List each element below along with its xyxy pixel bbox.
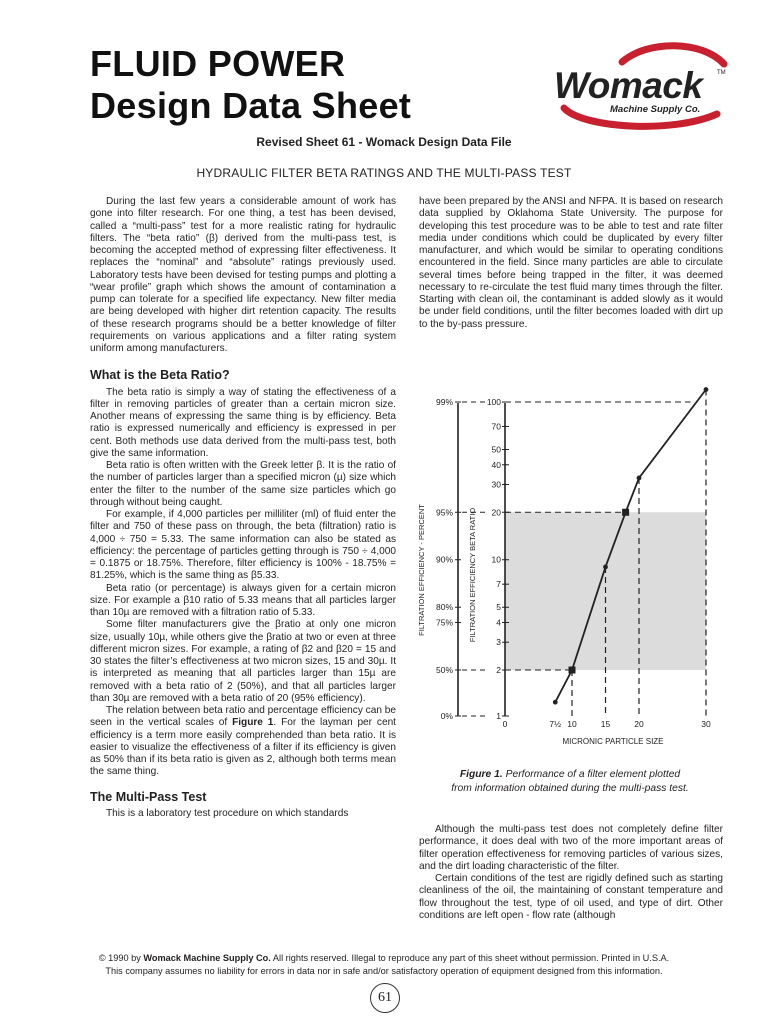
heading-beta-ratio: What is the Beta Ratio? bbox=[90, 368, 230, 383]
beta-tick-label: 3 bbox=[496, 637, 501, 648]
percent-tick-label: 75% bbox=[435, 617, 453, 628]
x-tick-label: 7½ bbox=[549, 719, 562, 729]
beta-tick-label: 50 bbox=[491, 444, 501, 455]
sheet-subtitle: Revised Sheet 61 - Womack Design Data File bbox=[256, 135, 512, 149]
text-span: Performance of a filter element plotted bbox=[502, 769, 681, 780]
beta-tick-label: 100 bbox=[486, 397, 501, 407]
paragraph: Beta ratio (or percentage) is always given for a certain micron size. For example a β10 ratio of 5.33 means that all particles larger than 10µ are removed with a filtration ratio of 5.33. bbox=[90, 582, 396, 618]
footer bbox=[0, 952, 768, 977]
disclaimer-line: This company assumes no liability for errors in data nor in safe and/or satisfactory operation of equipment designed from this information. bbox=[105, 965, 663, 976]
text-span: The relation between beta ratio and percentage efficiency can be seen in the vertical scales of bbox=[90, 705, 396, 729]
data-point bbox=[553, 700, 558, 705]
beta-tick-label: 5 bbox=[496, 602, 501, 613]
paragraph: For example, if 4,000 particles per milliliter (ml) of fluid enter the filter and 750 of these pass on through, the beta (filtration) ratio is 4,000 ÷ 750 = 5.33. The same information can also be stated as efficiency: the percentage of particles getting through is 750 ÷ 4,000 = 0.1875 or 18.75%. Therefore, filter efficiency is 100% - 18.75% = 81.25%, which is the same thing as β5.33. bbox=[90, 509, 396, 582]
paragraph: Certain conditions of the test are rigidly defined such as starting cleanliness of the oil, the maintaining of constant temperature and flow throughout the test, type of oil used, and type of dirt. Other conditions are left open - flow rate (although bbox=[419, 873, 723, 921]
company-name: Womack Machine Supply Co. bbox=[143, 953, 271, 963]
beta-tick-label: 1 bbox=[496, 711, 501, 721]
page-number: 61 bbox=[370, 983, 400, 1013]
figure-caption bbox=[420, 768, 720, 796]
beta-tick-label: 7 bbox=[496, 579, 501, 590]
figure-reference: Figure 1 bbox=[232, 717, 274, 729]
beta-tick-label: 4 bbox=[496, 617, 501, 628]
caption-line-2: from information obtained during the multi-pass test. bbox=[451, 783, 689, 794]
paragraph-figure-reference bbox=[90, 705, 396, 779]
percent-tick-label: 0% bbox=[440, 711, 453, 721]
sheet-title-line2: Design Data Sheet bbox=[90, 85, 412, 126]
beta-tick-label: 10 bbox=[491, 554, 501, 565]
beta-tick-label: 2 bbox=[496, 665, 501, 675]
text-span: . For the layman per cent efficiency is a term more easily comprehended than beta ratio. It is easier to visualize the effectiveness of a filter if its efficiency is given as 50% than if its beta ratio is given as 2, although both terms mean the same thing. bbox=[90, 717, 396, 778]
paragraph: have been prepared by the ANSI and NFPA. It is based on research data supplied by Oklahoma State University. The purpose for developing this test procedure was to be able to test and rate filter media under conditions which could be duplicated by every filter manufacturer, and which would be similar to operating conditions encountered in the field. Since many particles are able to circulate several times before being trapped in the filter, it was deemed necessary to re-circulate the test fluid many times through the filter. Starting with clean oil, the contaminant is added slowly as it would be under field conditions, until the filter becomes loaded with dirt up to the by-pass pressure. bbox=[419, 196, 723, 330]
percent-tick-label: 99% bbox=[435, 397, 453, 407]
x-tick-label: 30 bbox=[701, 719, 711, 729]
data-point bbox=[637, 476, 642, 481]
paragraph: Some filter manufacturers give the βratio at only one micron size, usually 10µ, while others give the βratio at two or even at three different micron sizes. For example, a rating of β2 and β20 = 15 and 30 states the filter’s effectiveness at two micron sizes, 15 and 30µ. It is interpreted as meaning that all particles larger than 15µ are removed with a beta ratio of 2 (50%), and that all particles larger than 30µ are removed with a beta ratio of 20 (95% efficiency). bbox=[90, 619, 396, 704]
beta-tick-label: 70 bbox=[491, 421, 501, 432]
right-column-top bbox=[419, 196, 723, 331]
caption-line-1 bbox=[420, 768, 720, 782]
x-tick-label: 0 bbox=[502, 719, 508, 729]
x-tick-label: 15 bbox=[600, 719, 611, 729]
paragraph: Although the multi-pass test does not completely define filter performance, it does deal with two of the more important areas of filter operation effectiveness for removing particles of various sizes, and the dirt loading characteristic of the filter. bbox=[419, 824, 723, 872]
sheet-title-line1: FLUID POWER bbox=[90, 43, 346, 84]
beta-tick-label: 20 bbox=[491, 507, 501, 518]
y-axis-label-beta: FILTRATION EFFICIENCY BETA RATIO bbox=[468, 507, 477, 643]
data-point bbox=[704, 387, 709, 392]
x-axis-label: MICRONIC PARTICLE SIZE bbox=[562, 737, 664, 746]
x-tick-label: 20 bbox=[634, 719, 644, 729]
percent-tick-label: 95% bbox=[435, 507, 453, 518]
beta-tick-label: 30 bbox=[491, 479, 501, 490]
left-column bbox=[90, 196, 396, 820]
paragraph: This is a laboratory test procedure on which standards bbox=[106, 807, 349, 819]
y-axis-label-percent: FILTRATION EFFICIENCY - PERCENT bbox=[417, 504, 426, 636]
paragraph: The beta ratio is simply a way of stating the effectiveness of a filter in removing particles of greater than a certain micron size. Another means of expressing the same thing is by efficiency. Beta ratio is expressed numerically and efficiency is expressed in per cent. Both methods use data derived from the multi-pass test, both give the same information. bbox=[90, 386, 396, 459]
intro-paragraph: During the last few years a considerable amount of work has gone into filter research. For one thing, a test has been devised, called a “multi-pass” test for a more realistic rating for hydraulic filters. The “beta ratio” (β) derived from the multi-pass test, is becoming the accepted method of expressing filter effectiveness. It replaces the “nominal” and “absolute” ratings previously used. Laboratory tests have been devised for testing pumps and plotting a “wear profile” graph which shows the amount of contamination a pump can tolerate for a specified life expectancy. New filter media are being developed with higher dirt retention capacity. The results of these research programs should be a better knowledge of filter requirements on various applications and a filter rating system uniform among manufacturers. bbox=[90, 196, 396, 354]
percent-tick-label: 90% bbox=[435, 554, 453, 565]
logo-wordmark: Womack bbox=[554, 65, 703, 106]
highlighted-data-point bbox=[622, 509, 629, 516]
beta-tick-label: 40 bbox=[491, 459, 501, 470]
logo-swoosh bbox=[622, 46, 724, 64]
copyright-line bbox=[0, 952, 768, 965]
logo-tagline: Machine Supply Co. bbox=[610, 104, 701, 115]
data-point bbox=[603, 565, 608, 570]
paragraph: Beta ratio is often written with the Greek letter β. It is the ratio of the number of particles larger than a specified micron (µ) size which enter the filter to the number of the same size particles which go through without being caught. bbox=[90, 460, 396, 508]
womack-logo bbox=[552, 42, 732, 134]
article-topic: HYDRAULIC FILTER BETA RATINGS AND THE MULTI-PASS TEST bbox=[196, 166, 572, 180]
figure-1-chart bbox=[400, 375, 740, 755]
heading-multi-pass-test: The Multi-Pass Test bbox=[90, 789, 207, 804]
caption-label: Figure 1. bbox=[459, 769, 503, 780]
right-column-bottom bbox=[419, 824, 723, 922]
highlighted-data-point bbox=[569, 667, 576, 674]
percent-tick-label: 50% bbox=[435, 665, 453, 675]
text-span: © 1990 by bbox=[98, 953, 144, 963]
logo-trademark: TM bbox=[717, 70, 726, 76]
text-span: All rights reserved. Illegal to reproduce any part of this sheet without permission. Printed in U.S.A. bbox=[270, 953, 670, 963]
x-tick-label: 10 bbox=[567, 719, 577, 729]
percent-tick-label: 80% bbox=[435, 602, 453, 613]
